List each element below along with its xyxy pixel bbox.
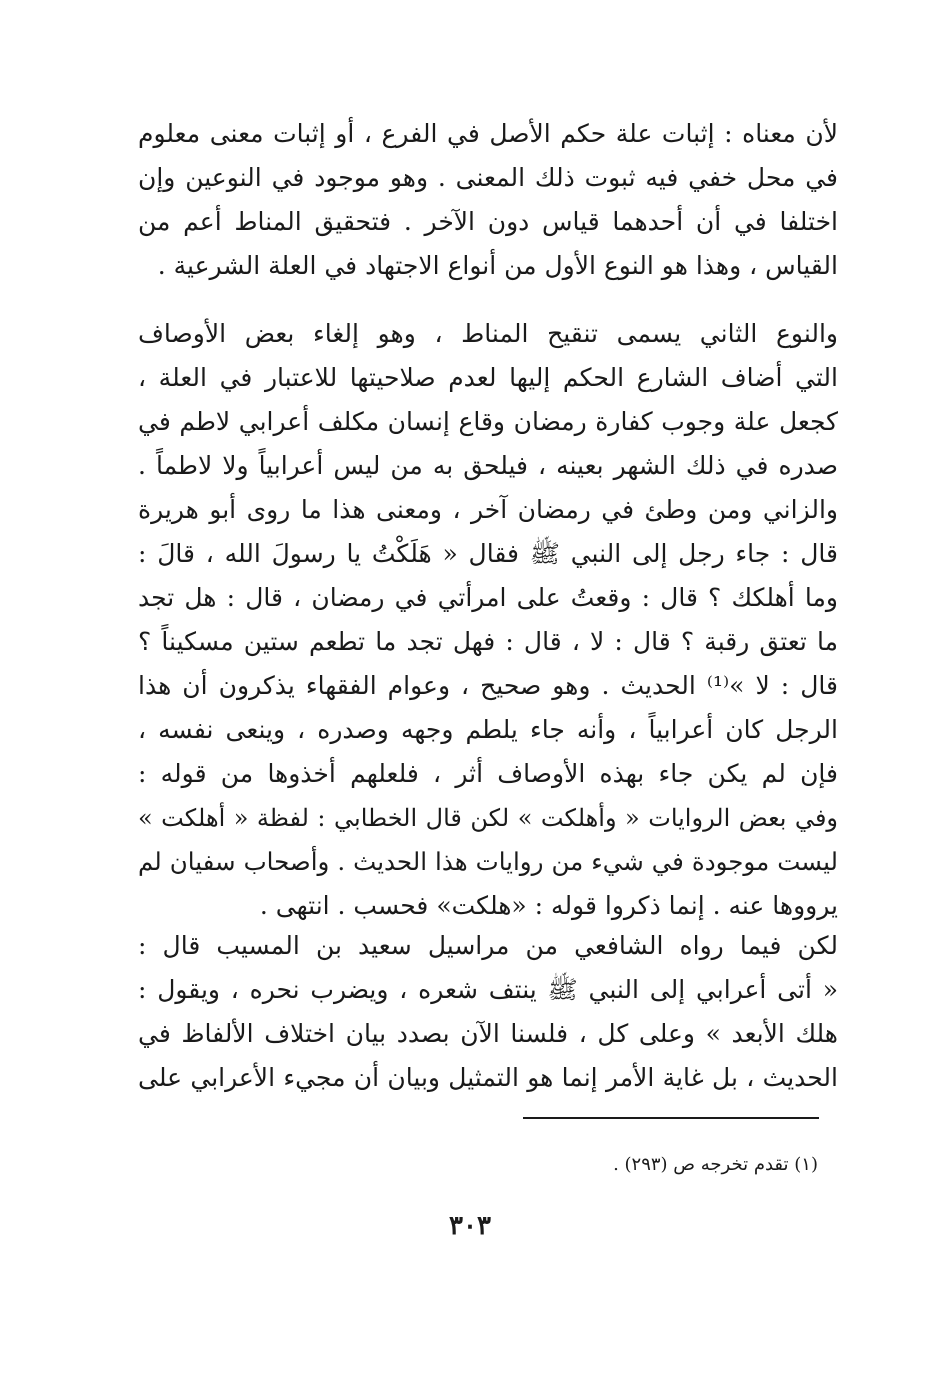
paragraph-2 [138,312,838,928]
page-number: ٣٠٣ [449,1211,491,1241]
text-line: لكن فيما رواه الشافعي من مراسيل سعيد بن المسيب قال : [138,931,838,960]
text-line: الحديث ، بل غاية الأمر إنما هو التمثيل وبيان أن مجيء الأعرابي على [138,1063,838,1092]
text-line: لأن معناه : إثبات علة حكم الأصل في الفرع ، أو إثبات معنى معلوم [138,119,838,148]
text-line: « أتى أعرابي إلى النبي ﷺ ينتف شعره ، ويضرب نحره ، ويقول : [138,975,838,1004]
paragraph-1 [138,112,838,288]
text-line: صدره في ذلك الشهر بعينه ، فيلحق به من ليس أعرابياً ولا لاطماً . [138,451,838,480]
paragraph-3 [138,924,838,1100]
text-line: والزاني ومن وطئ في رمضان آخر ، ومعنى هذا ما روى أبو هريرة [138,495,838,524]
text-line: التي أضاف الشارع الحكم إليها لعدم صلاحيتها للاعتبار في العلة ، [138,363,838,392]
text-line: القياس ، وهذا هو النوع الأول من أنواع الاجتهاد في العلة الشرعية . [157,251,838,280]
text-line: هلك الأبعد » وعلى كل ، فلسنا الآن بصدد بيان اختلاف الألفاظ في [138,1019,838,1048]
footnote: (١) تقدم تخرجه ص (٢٩٣) . [613,1154,818,1175]
footnote-divider [523,1117,819,1119]
text-line: وما أهلكك ؟ قال : وقعتُ على امرأتي في رمضان ، قال : هل تجد [138,583,838,612]
text-line: ليست موجودة في شيء من روايات هذا الحديث . وأصحاب سفيان لم [138,847,838,876]
text-line: اختلفا في أن أحدهما قياس دون الآخر . فتحقيق المناط أعم من [138,207,838,236]
text-line: ما تعتق رقبة ؟ قال : لا ، قال : فهل تجد ما تطعم ستين مسكيناً ؟ [138,627,838,656]
text-line: في محل خفي فيه ثبوت ذلك المعنى . وهو موجود في النوعين وإن [138,163,838,192]
text-line: فإن لم يكن جاء بهذه الأوصاف أثر ، فلعلهم أخذوها من قوله : [138,759,838,788]
text-line: قال : لا »⁽¹⁾ الحديث . وهو صحيح ، وعوام الفقهاء يذكرون أن هذا [138,671,838,700]
text-line: والنوع الثاني يسمى تنقيح المناط ، وهو إلغاء بعض الأوصاف [138,319,838,348]
text-line: كجعل علة وجوب كفارة رمضان وقاع إنسان مكلف أعرابي لاطم في [138,407,838,436]
text-line: يرووها عنه . إنما ذكروا قوله : «هلكت» فحسب . انتهى . [259,891,838,920]
text-line: وفي بعض الروايات « وأهلكت » لكن قال الخطابي : لفظة « أهلكت » [138,804,838,832]
text-line: الرجل كان أعرابياً ، وأنه جاء يلطم وجهه وصدره ، وينعى نفسه ، [138,715,838,744]
text-line: قال : جاء رجل إلى النبي ﷺ فقال « هَلَكْتُ يا رسولَ الله ، قالَ : [138,539,838,568]
